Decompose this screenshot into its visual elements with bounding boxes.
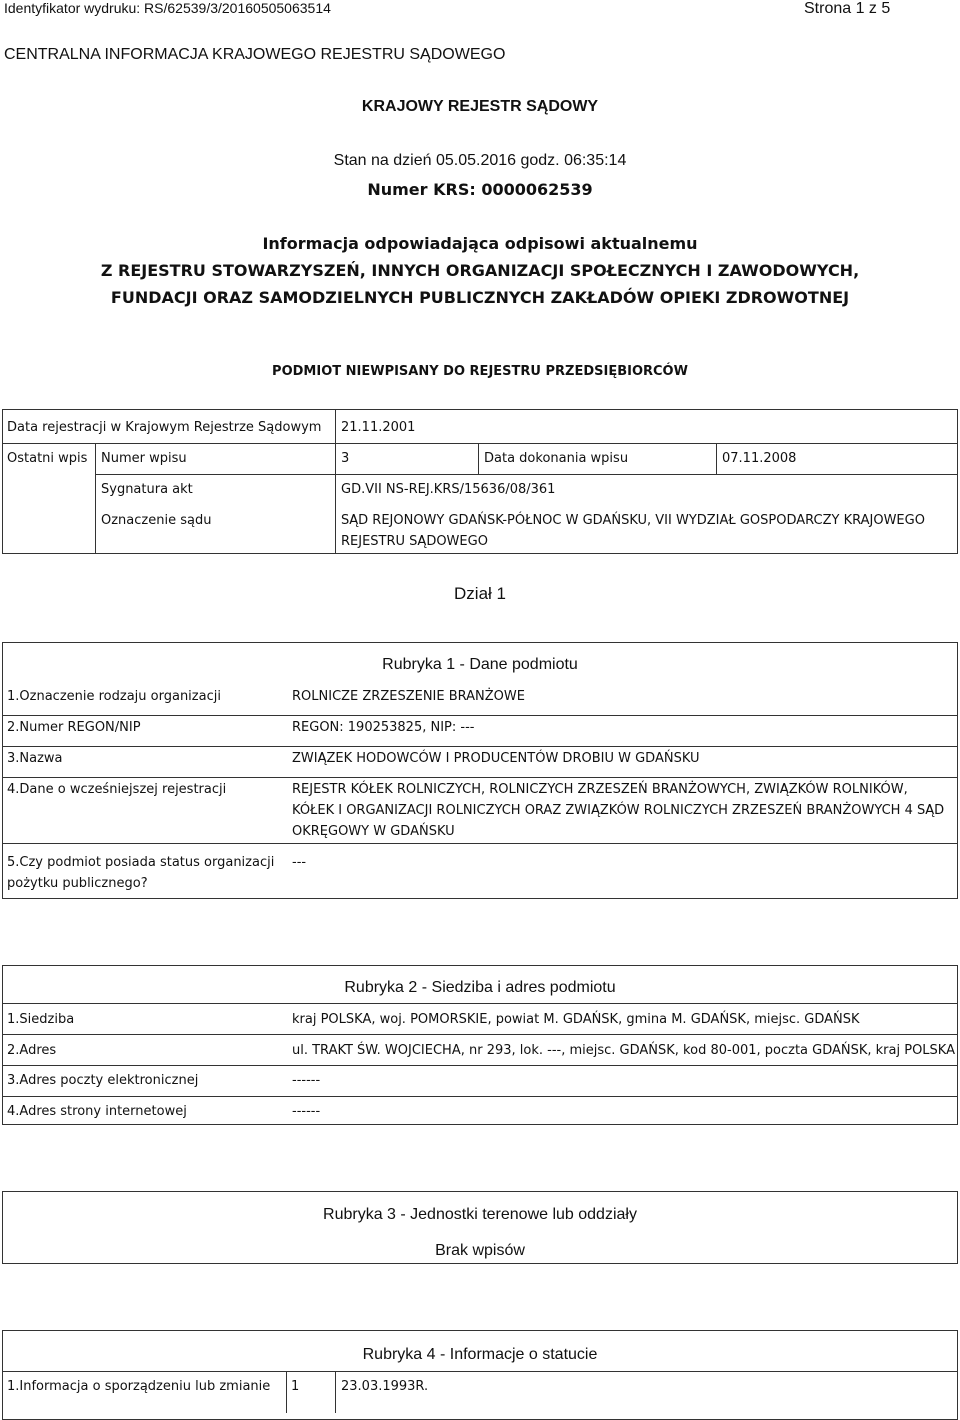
rubric-2-title: Rubryka 2 - Siedziba i adres podmiotu (344, 979, 616, 996)
divider (716, 443, 717, 474)
divider (95, 443, 96, 554)
as-of-date: Stan na dzień 05.05.2016 godz. 06:35:14 (333, 152, 627, 169)
rubric-4-row-value: 23.03.1993R. (341, 1379, 429, 1394)
rubric-2-row-value: kraj POLSKA, woj. POMORSKIE, powiat M. GDAŃSK, gmina M. GDAŃSK, miejsc. GDAŃSK (292, 1012, 860, 1027)
rubric-1-row-label: 5.Czy podmiot posiada status organizacji pożytku publicznego? (7, 855, 275, 891)
office-name: CENTRALNA INFORMACJA KRAJOWEGO REJESTRU SĄDOWEGO (4, 46, 506, 63)
rubric-2-row-label: 3.Adres poczty elektronicznej (7, 1073, 199, 1088)
section-title: Dział 1 (454, 584, 506, 603)
rubric-1-row-value: ROLNICZE ZRZESZENIE BRANŻOWE (292, 689, 525, 704)
divider (2, 746, 958, 747)
court-label: Oznaczenie sądu (101, 513, 212, 528)
rubric-1-title: Rubryka 1 - Dane podmiotu (382, 656, 578, 673)
rubric-1-row-value: --- (292, 855, 307, 870)
divider (2, 1065, 958, 1066)
divider (335, 443, 336, 554)
entry-date-label: Data dokonania wpisu (484, 451, 629, 466)
rubric-4-title: Rubryka 4 - Informacje o statucie (362, 1346, 598, 1363)
divider (286, 1371, 287, 1413)
rubric-2-row-value: ------ (292, 1104, 321, 1119)
signature-label: Sygnatura akt (101, 482, 193, 497)
rubric-2-row-label: 1.Siedziba (7, 1012, 75, 1027)
rubric-2-row-value: ul. TRAKT ŚW. WOJCIECHA, nr 293, lok. ---, miejsc. GDAŃSK, kod 80-001, poczta GDAŃSK, kraj POLSKA (292, 1043, 955, 1058)
rubric-1-row-value: REGON: 190253825, NIP: --- (292, 720, 475, 735)
rubric-2-row-value: ------ (292, 1073, 321, 1088)
rubric-1-row-label: 2.Numer REGON/NIP (7, 720, 141, 735)
print-identifier: Identyfikator wydruku: RS/62539/3/20160505063514 (4, 0, 331, 16)
page-counter: Strona 1 z 5 (804, 0, 891, 17)
divider (478, 443, 479, 474)
last-entry-label: Ostatni wpis (7, 451, 88, 466)
divider (2, 1003, 958, 1004)
divider (335, 1371, 336, 1413)
rubric-4-table (2, 1330, 958, 1420)
signature-value: GD.VII NS-REJ.KRS/15636/08/361 (341, 482, 556, 497)
info-line-1: Informacja odpowiadająca odpisowi aktualnemu (262, 234, 698, 253)
rubric-3-title: Rubryka 3 - Jednostki terenowe lub oddziały (323, 1206, 637, 1223)
divider (2, 1096, 958, 1097)
rubric-3-empty-note: Brak wpisów (435, 1242, 525, 1259)
rubric-2-row-label: 2.Adres (7, 1043, 57, 1058)
krs-number: Numer KRS: 0000062539 (367, 180, 593, 199)
divider (2, 777, 958, 778)
info-line-3: FUNDACJI ORAZ SAMODZIELNYCH PUBLICZNYCH ZAKŁADÓW OPIEKI ZDROWOTNEJ (110, 288, 850, 307)
registration-date-value: 21.11.2001 (341, 420, 416, 435)
registration-date-label: Data rejestracji w Krajowym Rejestrze Sądowym (7, 420, 322, 435)
divider (2, 1371, 958, 1372)
entry-date-value: 07.11.2008 (722, 451, 797, 466)
divider (2, 443, 958, 444)
rubric-2-row-label: 4.Adres strony internetowej (7, 1104, 187, 1119)
info-line-2: Z REJESTRU STOWARZYSZEŃ, INNYCH ORGANIZACJI SPOŁECZNYCH I ZAWODOWYCH, (100, 261, 860, 280)
entity-status: PODMIOT NIEWPISANY DO REJESTRU PRZEDSIĘBIORCÓW (272, 364, 688, 379)
entry-number-label: Numer wpisu (101, 451, 187, 466)
rubric-1-row-label: 1.Oznaczenie rodzaju organizacji (7, 689, 221, 704)
divider (95, 474, 958, 475)
rubric-4-row-number: 1 (291, 1379, 300, 1394)
rubric-1-row-label: 3.Nazwa (7, 751, 63, 766)
rubric-1-row-value: REJESTR KÓŁEK ROLNICZYCH, ROLNICZYCH ZRZESZEŃ BRANŻOWYCH, ZWIĄZKÓW ROLNIKÓW, KÓŁEK I ORGANIZACJI ROLNICZYCH ORAZ ZWIĄZKÓW ROLNICZYCH ZRZESZEŃ BRANŻOWYCH 4 SĄD OKRĘGOWY W GDAŃSKU (292, 782, 945, 839)
rubric-1-row-value: ZWIĄZEK HODOWCÓW I PRODUCENTÓW DROBIU W GDAŃSKU (292, 751, 700, 766)
rubric-1-row-label: 4.Dane o wcześniejszej rejestracji (7, 782, 227, 797)
divider (2, 1034, 958, 1035)
divider (2, 843, 958, 844)
court-value: SĄD REJONOWY GDAŃSK-PÓŁNOC W GDAŃSKU, VII WYDZIAŁ GOSPODARCZY KRAJOWEGO REJESTRU SĄDOWEGO (341, 513, 925, 549)
register-title: KRAJOWY REJESTR SĄDOWY (361, 98, 599, 115)
rubric-4-row-label: 1.Informacja o sporządzeniu lub zmianie (7, 1379, 271, 1394)
divider (335, 409, 336, 443)
entry-number-value: 3 (341, 451, 350, 466)
divider (2, 715, 958, 716)
